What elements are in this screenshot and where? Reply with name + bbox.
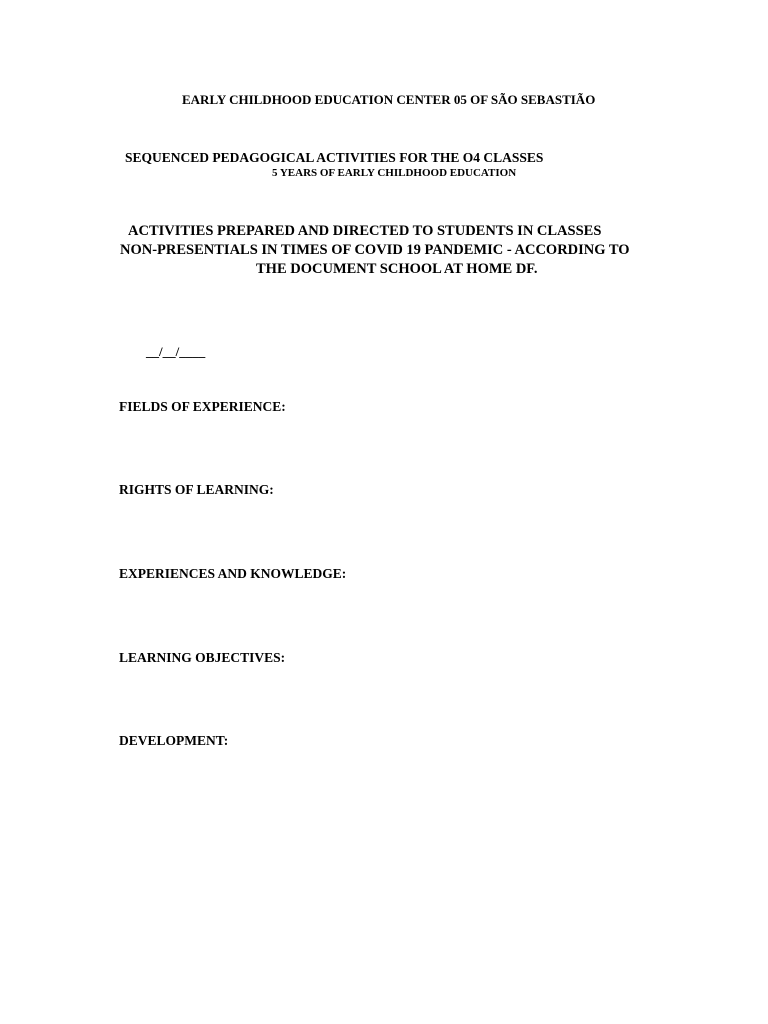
field-development: DEVELOPMENT: — [119, 733, 229, 748]
description-line-3: THE DOCUMENT SCHOOL AT HOME DF. — [256, 261, 538, 277]
field-learning-objectives: LEARNING OBJECTIVES: — [119, 650, 286, 665]
description-line-1: ACTIVITIES PREPARED AND DIRECTED TO STUDENTS IN CLASSES — [128, 223, 602, 239]
field-fields-of-experience: FIELDS OF EXPERIENCE: — [119, 399, 286, 414]
field-rights-of-learning: RIGHTS OF LEARNING: — [119, 482, 274, 497]
field-experiences-and-knowledge: EXPERIENCES AND KNOWLEDGE: — [119, 566, 347, 581]
date-placeholder: __/__/____ — [146, 344, 206, 359]
center-name-heading: EARLY CHILDHOOD EDUCATION CENTER 05 OF SÃO SEBASTIÃO — [182, 92, 596, 107]
description-line-2: NON-PRESENTIALS IN TIMES OF COVID 19 PANDEMIC - ACCORDING TO — [120, 242, 630, 258]
document-title: SEQUENCED PEDAGOGICAL ACTIVITIES FOR THE O4 CLASSES — [125, 150, 544, 165]
document-subtitle: 5 YEARS OF EARLY CHILDHOOD EDUCATION — [272, 167, 517, 179]
